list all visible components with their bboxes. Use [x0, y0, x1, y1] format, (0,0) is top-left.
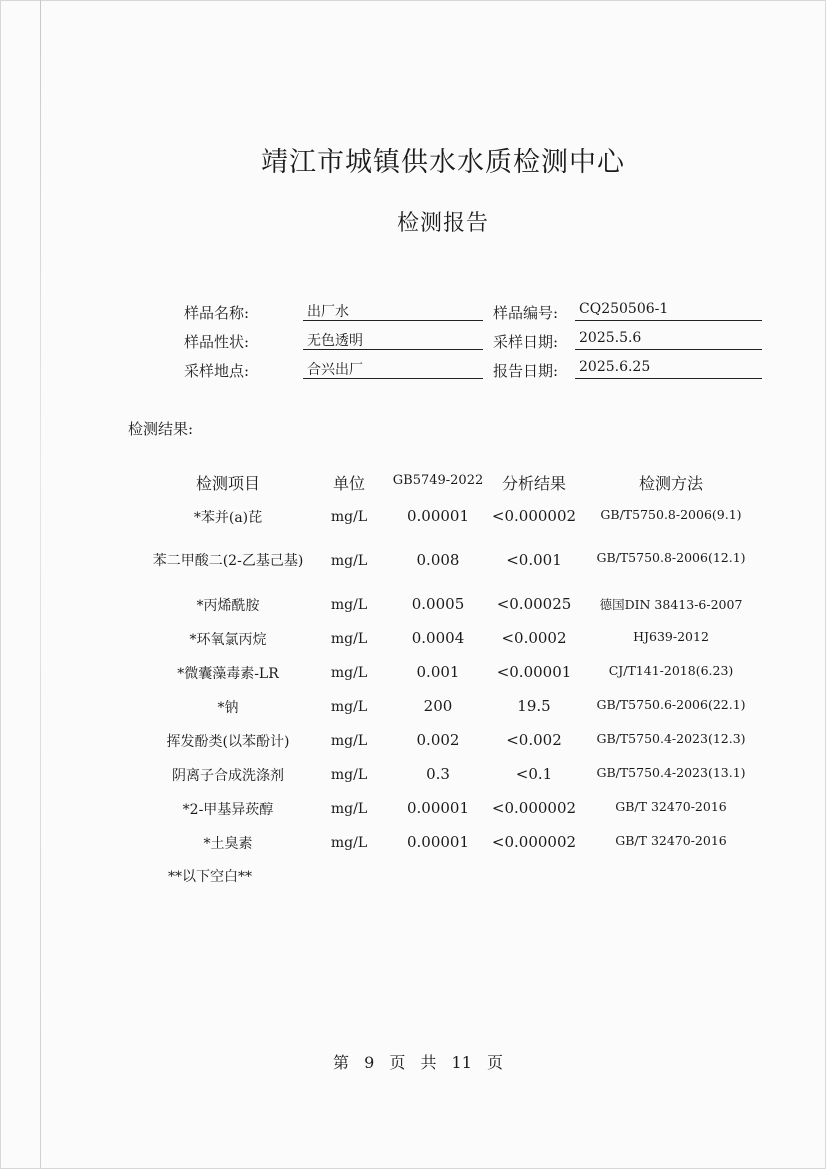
- sample-name-label: 样品名称:: [184, 304, 250, 322]
- sample-no-label: 样品编号:: [493, 304, 559, 322]
- row-unit: mg/L: [330, 699, 368, 715]
- row-result: <0.000002: [491, 799, 577, 817]
- organization-title: 靖江市城镇供水水质检测中心: [261, 147, 625, 178]
- report-date-value: 2025.6.25: [575, 359, 762, 379]
- column-header-result: 分析结果: [501, 474, 566, 493]
- row-unit: mg/L: [330, 553, 368, 569]
- sampling-site-label: 采样地点:: [184, 362, 250, 380]
- row-item: *2-甲基异莰醇: [182, 802, 274, 818]
- row-result: <0.002: [506, 731, 562, 749]
- row-unit: mg/L: [330, 767, 368, 783]
- row-item: *环氧氯丙烷: [189, 632, 267, 648]
- column-header-item: 检测项目: [195, 474, 260, 493]
- row-method: GB/T5750.8-2006(9.1): [600, 507, 742, 522]
- row-limit: 0.00001: [406, 507, 470, 525]
- column-header-unit: 单位: [332, 474, 365, 493]
- page-number: 第 9 页 共 11 页: [333, 1053, 503, 1072]
- row-item: *钠: [217, 700, 239, 716]
- row-limit: 0.002: [416, 731, 460, 749]
- row-method: GB/T5750.6-2006(22.1): [596, 697, 746, 712]
- row-unit: mg/L: [330, 801, 368, 817]
- row-item: 苯二甲酸二(2-乙基己基): [152, 553, 304, 569]
- sample-state-value: 无色透明: [303, 330, 483, 350]
- row-result: <0.00025: [496, 595, 572, 613]
- row-result: 19.5: [517, 697, 551, 715]
- row-result: <0.001: [506, 551, 562, 569]
- row-result: <0.000002: [491, 507, 577, 525]
- column-header-standard: GB5749-2022: [392, 473, 484, 488]
- end-of-table-note: **以下空白**: [168, 869, 252, 885]
- row-unit: mg/L: [330, 665, 368, 681]
- row-limit: 0.00001: [406, 799, 470, 817]
- row-result: <0.00001: [496, 663, 572, 681]
- row-method: CJ/T141-2018(6.23): [608, 663, 734, 678]
- row-result: <0.0002: [501, 629, 567, 647]
- row-method: GB/T 32470-2016: [615, 799, 727, 814]
- row-unit: mg/L: [330, 597, 368, 613]
- sample-no-value: CQ250506-1: [575, 301, 762, 321]
- row-method: 德国DIN 38413-6-2007: [599, 597, 743, 612]
- row-method: GB/T5750.4-2023(13.1): [596, 765, 746, 780]
- sampling-site-value: 合兴出厂: [303, 359, 483, 379]
- row-item: *土臭素: [203, 836, 253, 852]
- row-item: 挥发酚类(以苯酚计): [166, 734, 290, 750]
- results-section-label: 检测结果:: [128, 420, 194, 438]
- row-item: *苯并(a)芘: [193, 510, 263, 526]
- report-date-label: 报告日期:: [493, 362, 559, 380]
- row-item: *微囊藻毒素-LR: [177, 666, 279, 682]
- row-result: <0.000002: [491, 833, 577, 851]
- row-limit: 0.008: [416, 551, 460, 569]
- row-method: GB/T5750.4-2023(12.3): [596, 731, 746, 746]
- row-limit: 0.001: [416, 663, 460, 681]
- row-unit: mg/L: [330, 835, 368, 851]
- sampling-date-label: 采样日期:: [493, 333, 559, 351]
- row-method: GB/T 32470-2016: [615, 833, 727, 848]
- sample-state-label: 样品性状:: [184, 333, 250, 351]
- row-method: HJ639-2012: [633, 629, 709, 644]
- row-item: 阴离子合成洗涤剂: [172, 768, 284, 784]
- row-limit: 200: [423, 697, 453, 715]
- row-item: *丙烯酰胺: [196, 598, 260, 614]
- row-limit: 0.0004: [411, 629, 465, 647]
- column-header-method: 检测方法: [638, 474, 703, 493]
- row-unit: mg/L: [330, 509, 368, 525]
- sample-name-value: 出厂水: [303, 301, 483, 321]
- row-method: GB/T5750.8-2006(12.1): [596, 550, 746, 565]
- row-limit: 0.3: [426, 765, 450, 783]
- report-title: 检测报告: [396, 211, 489, 236]
- row-limit: 0.00001: [406, 833, 470, 851]
- row-result: <0.1: [515, 765, 553, 783]
- row-limit: 0.0005: [411, 595, 465, 613]
- row-unit: mg/L: [330, 733, 368, 749]
- row-unit: mg/L: [330, 631, 368, 647]
- sampling-date-value: 2025.5.6: [575, 330, 762, 350]
